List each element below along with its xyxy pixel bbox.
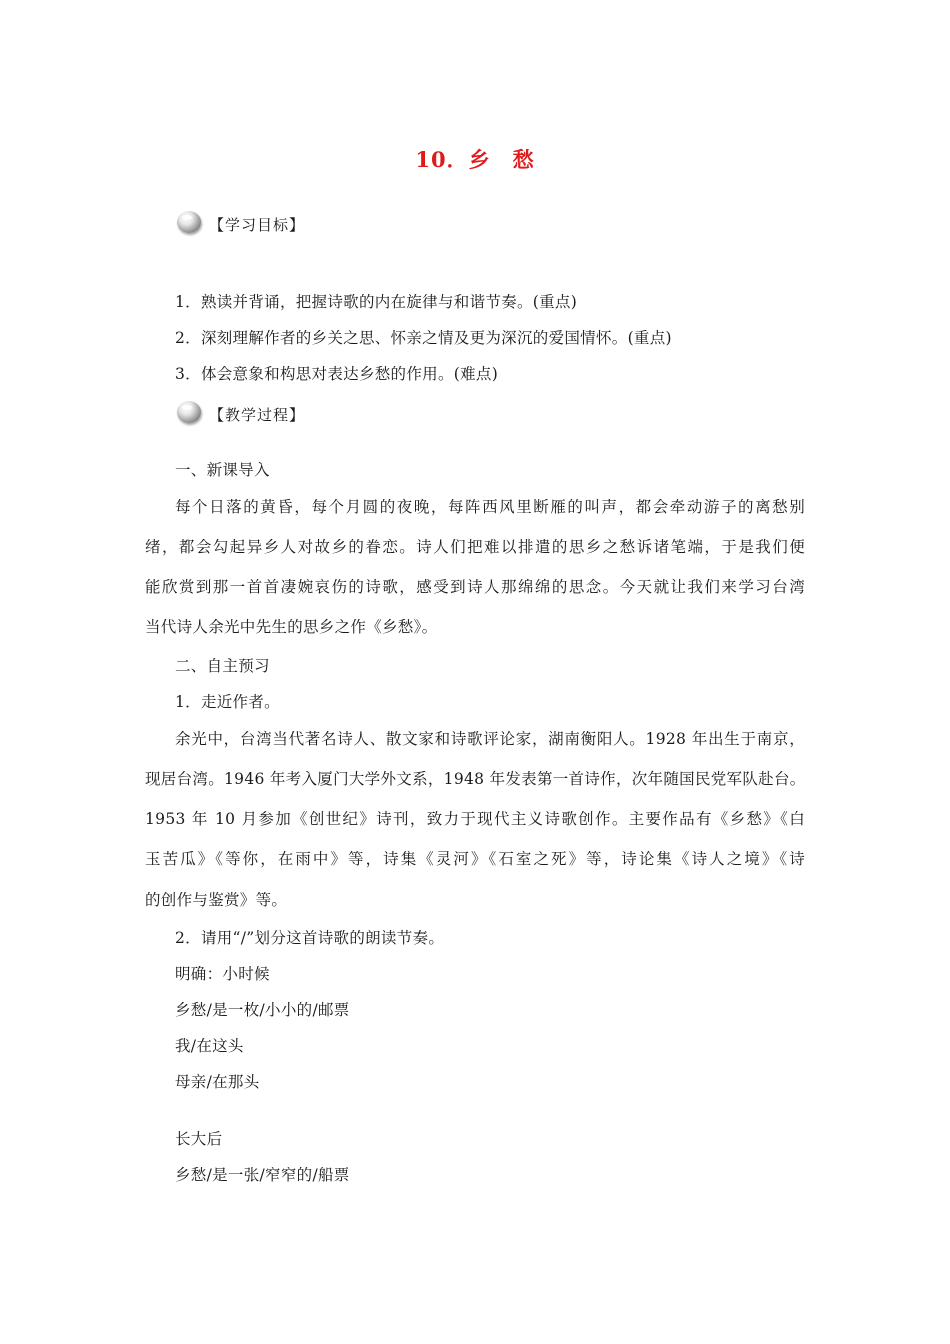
poem-line: 乡愁/是一枚/小小的/邮票 <box>175 1001 350 1019</box>
paragraph-line: 余光中，台湾当代著名诗人、散文家和诗歌评论家，湖南衡阳人。1928 年出生于南京， <box>175 730 805 748</box>
goal-item: 3．体会意象和构思对表达乡愁的作用。(难点) <box>175 365 499 383</box>
item-heading: 1．走近作者。 <box>175 693 280 711</box>
paragraph-line: 的创作与鉴赏》等。 <box>145 891 288 909</box>
poem-line: 乡愁/是一张/窄窄的/船票 <box>175 1166 350 1184</box>
sphere-bullet-icon <box>173 209 205 239</box>
poem-line: 母亲/在那头 <box>175 1073 260 1091</box>
section-label: 【教学过程】 <box>209 405 306 424</box>
poem-line: 明确：小时候 <box>175 965 270 983</box>
paragraph-line: 当代诗人余光中先生的思乡之作《乡愁》。 <box>145 618 438 636</box>
item-heading: 2．请用“/”划分这首诗歌的朗读节奏。 <box>175 929 445 947</box>
paragraph-line: 1953 年 10 月参加《创世纪》诗刊，致力于现代主义诗歌创作。主要作品有《乡愁》《白 <box>145 810 805 828</box>
paragraph-line: 绪，都会勾起异乡人对故乡的眷恋。诗人们把难以排遣的思乡之愁诉诸笔端，于是我们便 <box>145 538 805 556</box>
sphere-bullet-icon <box>173 399 205 429</box>
paragraph-line: 现居台湾。1946 年考入厦门大学外文系，1948 年发表第一首诗作，次年随国民党军队赴台。 <box>145 770 806 788</box>
section-label: 【学习目标】 <box>209 215 306 234</box>
poem-line: 我/在这头 <box>175 1037 244 1055</box>
paragraph-line: 能欣赏到那一首首凄婉哀伤的诗歌，感受到诗人那绵绵的思念。今天就让我们来学习台湾 <box>145 578 805 596</box>
poem-line: 长大后 <box>175 1130 223 1148</box>
paragraph-line: 玉苦瓜》《等你，在雨中》等，诗集《灵河》《石室之死》等，诗论集《诗人之境》《诗 <box>145 850 805 868</box>
part-heading: 一、新课导入 <box>175 461 270 479</box>
goal-item: 1．熟读并背诵，把握诗歌的内在旋律与和谐节奏。(重点) <box>175 293 578 311</box>
paragraph-line: 每个日落的黄昏，每个月圆的夜晚，每阵西风里断雁的叫声，都会牵动游子的离愁别 <box>175 498 805 516</box>
section-header-process <box>173 398 305 430</box>
section-header-goals <box>173 208 305 240</box>
goal-item: 2．深刻理解作者的乡关之思、怀亲之情及更为深沉的爱国情怀。(重点) <box>175 329 672 347</box>
part-heading: 二、自主预习 <box>175 657 270 675</box>
page-title: 10．乡 愁 <box>415 147 535 172</box>
